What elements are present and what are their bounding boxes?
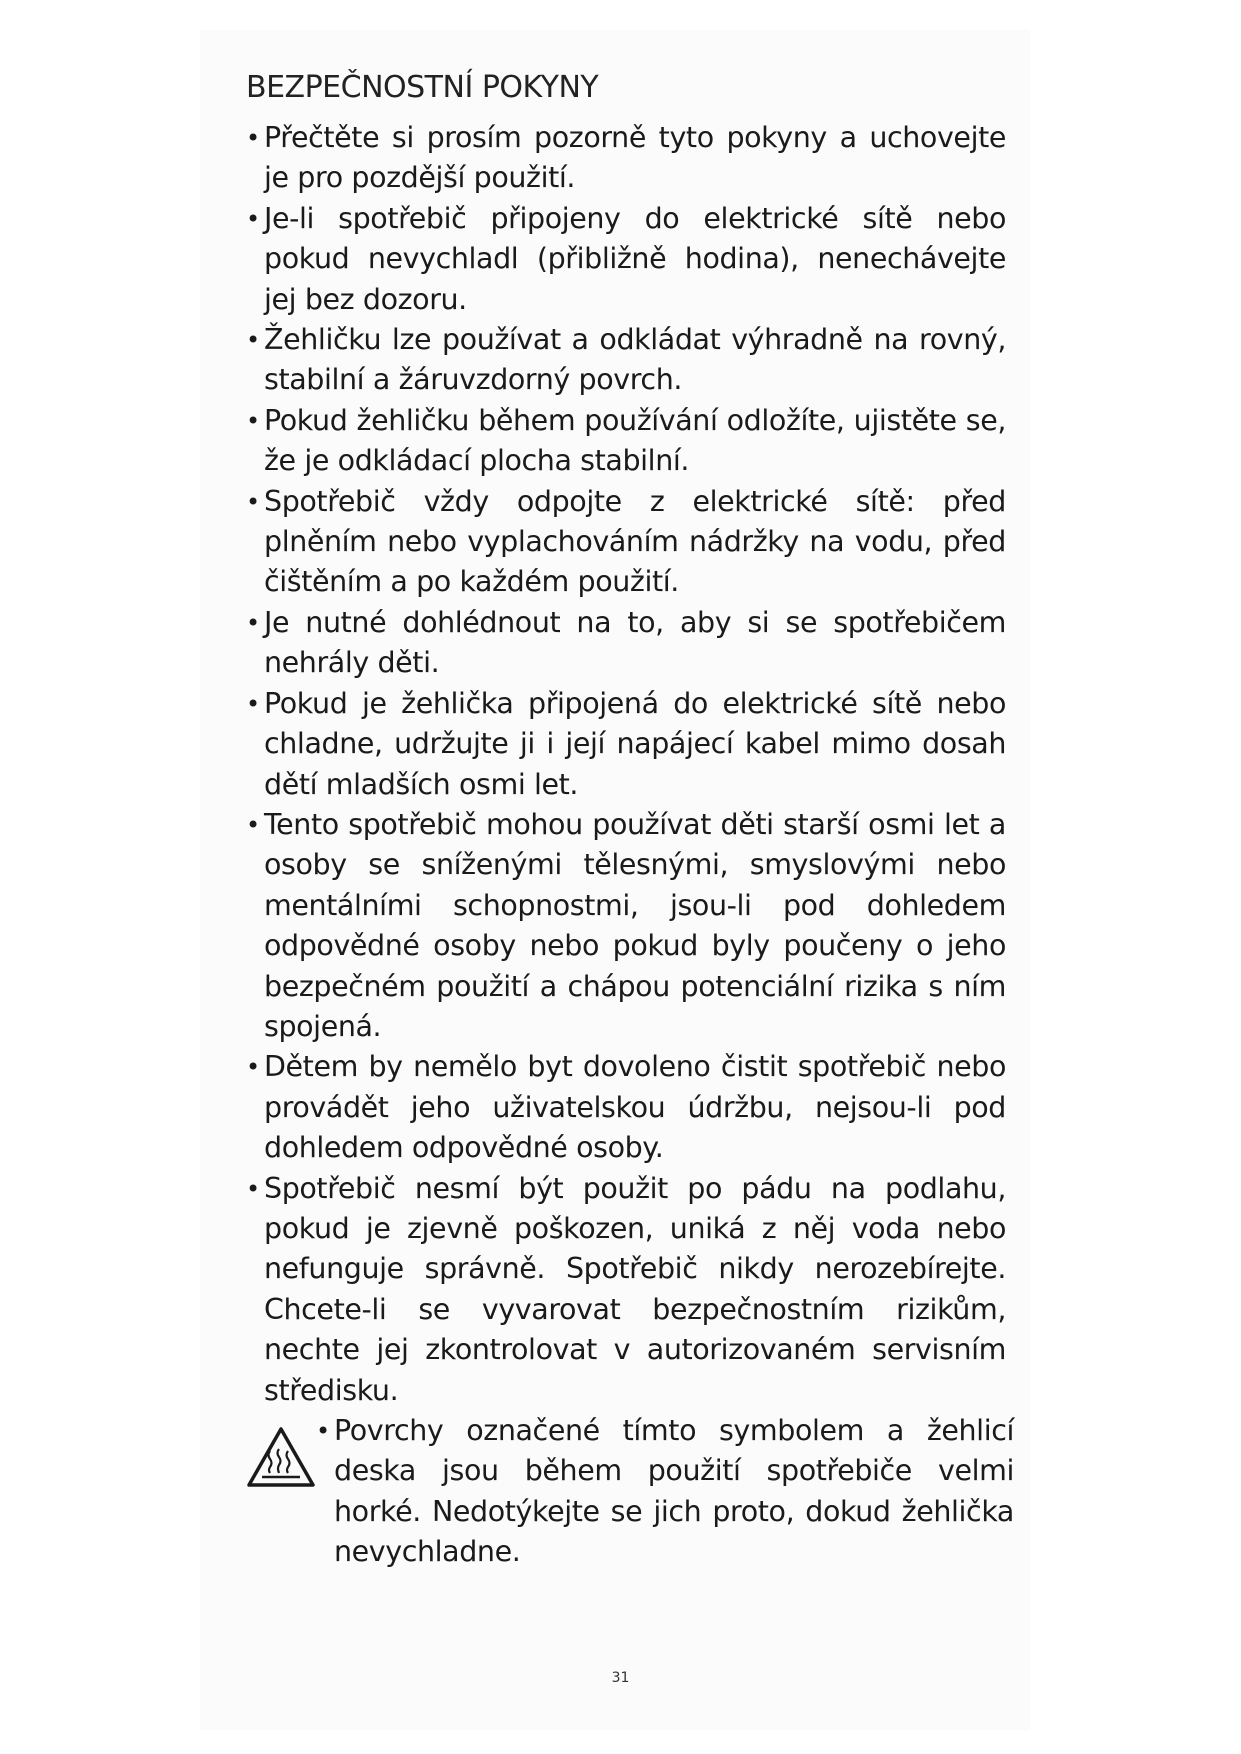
list-item [246, 1047, 1006, 1168]
warning-text: Povrchy označené tímto symbolem a žehlicí deska jsou během použití spotřebiče velmi horké. Nedotýkejte se jich proto, dokud žehlička nevychladne. [334, 1414, 1014, 1569]
list-item [246, 401, 1006, 482]
list-item-text: Tento spotřebič mohou používat děti starší osmi let a osoby se sníženými tělesnými, smyslovými nebo mentálními schopnostmi, jsou-li pod dohledem odpovědné osoby nebo pokud byly poučeny o jeho bezpečném použití a chápou potenciální rizika s ním spojená. [264, 807, 1006, 1043]
page-title: BEZPEČNOSTNÍ POKYNY [246, 70, 599, 105]
bullet: • [246, 1174, 260, 1203]
list-item-text: Žehličku lze používat a odkládat výhradně na rovný, stabilní a žáruvzdorný povrch. [264, 323, 1006, 397]
list-item [246, 1169, 1006, 1411]
bullet: • [246, 124, 260, 152]
bullet: • [246, 204, 260, 233]
document-body [246, 68, 1014, 1576]
list-item-text: Dětem by nemělo byt dovoleno čistit spotřebič nebo provádět jeho uživatelskou údržbu, nejsou-li pod dohledem odpovědné osoby. [264, 1050, 1006, 1165]
safety-instructions-list [246, 118, 1006, 1411]
page-number: 31 [611, 1670, 630, 1686]
warning-text-block [316, 1411, 1014, 1573]
list-item [246, 603, 1006, 684]
bullet: • [246, 326, 260, 355]
hot-surface-warning [246, 1411, 1014, 1576]
list-item [246, 199, 1006, 320]
list-item-text: Pokud žehličku během používání odložíte, ujistěte se, že je odkládací plocha stabilní. [264, 403, 1006, 478]
bullet: • [246, 608, 260, 637]
list-item-text: Pokud je žehlička připojená do elektrické sítě nebo chladne, udržujte ji i její napájecí kabel mimo dosah dětí mladších osmi let. [264, 686, 1006, 801]
list-item [246, 805, 1006, 1047]
list-item-text: Spotřebič nesmí být použit po pádu na podlahu, pokud je zjevně poškozen, uniká z něj voda nebo nefunguje správně. Spotřebič nikdy nerozebírejte. Chcete-li se vyvarovat bezpečnostním rizikům, nechte jej zkontrolovat v autorizovaném servisním středisku. [264, 1171, 1006, 1407]
bullet: • [316, 1417, 330, 1445]
list-item-text: Spotřebič vždy odpojte z elektrické sítě: před plněním nebo vyplachováním nádržky na vodu, před čištěním a po každém použití. [264, 484, 1006, 599]
hot-surface-warning-icon [246, 1425, 316, 1489]
bullet: • [246, 810, 260, 839]
bullet: • [246, 1053, 260, 1082]
list-item-text: Je nutné dohlédnout na to, aby si se spotřebičem nehrály děti. [264, 605, 1006, 680]
bullet: • [246, 689, 260, 718]
list-item [246, 320, 1006, 401]
bullet: • [246, 487, 260, 516]
list-item [246, 482, 1006, 603]
list-item-text: Je-li spotřebič připojeny do elektrické sítě nebo pokud nevychladl (přibližně hodina), nenechávejte jej bez dozoru. [264, 201, 1006, 316]
list-item [246, 684, 1006, 805]
bullet: • [246, 406, 260, 435]
list-item-text: Přečtěte si prosím pozorně tyto pokyny a uchovejte je pro pozdější použití. [264, 121, 1006, 195]
list-item [246, 118, 1006, 199]
